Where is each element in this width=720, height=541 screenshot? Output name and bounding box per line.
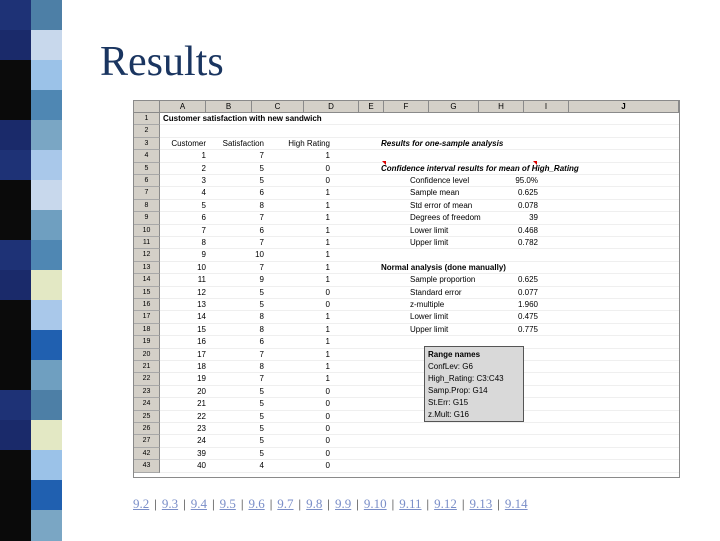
data-customer[interactable]: 22 bbox=[197, 411, 206, 421]
data-high-rating[interactable]: 1 bbox=[325, 374, 330, 384]
strip-block bbox=[31, 300, 62, 331]
data-high-rating[interactable]: 1 bbox=[325, 250, 330, 260]
range-name-item: ConfLev: G6 bbox=[428, 362, 473, 371]
column-header-b[interactable]: B bbox=[206, 101, 252, 113]
data-high-rating[interactable]: 1 bbox=[325, 349, 330, 359]
data-satisfaction[interactable]: 8 bbox=[259, 200, 264, 210]
data-customer[interactable]: 15 bbox=[197, 324, 206, 334]
column-header-e[interactable]: E bbox=[359, 101, 384, 113]
data-satisfaction[interactable]: 6 bbox=[259, 188, 264, 198]
data-satisfaction[interactable]: 5 bbox=[259, 163, 264, 173]
data-high-rating[interactable]: 1 bbox=[325, 362, 330, 371]
data-satisfaction[interactable]: 7 bbox=[259, 262, 264, 272]
normal-label[interactable]: z-multiple bbox=[410, 300, 445, 309]
row-header[interactable]: 16 bbox=[134, 299, 160, 311]
strip-block bbox=[0, 0, 31, 31]
strip-block bbox=[31, 270, 62, 301]
normal-value[interactable]: 1.960 bbox=[517, 300, 538, 309]
strip-block bbox=[31, 60, 62, 91]
strip-block bbox=[31, 0, 62, 31]
slide-title: Results bbox=[100, 39, 224, 85]
footer-link[interactable]: 9.2 bbox=[133, 496, 150, 511]
data-high-rating[interactable]: 0 bbox=[325, 300, 330, 309]
data-customer[interactable]: 3 bbox=[201, 176, 206, 185]
strip-block bbox=[0, 510, 31, 541]
data-satisfaction[interactable]: 5 bbox=[259, 411, 264, 421]
footer-separator: | bbox=[327, 496, 331, 511]
data-customer[interactable]: 10 bbox=[197, 262, 206, 272]
data-customer[interactable]: 11 bbox=[197, 275, 206, 285]
column-header-a[interactable]: A bbox=[160, 101, 206, 113]
data-high-rating[interactable]: 0 bbox=[325, 424, 330, 433]
data-satisfaction[interactable]: 7 bbox=[259, 374, 264, 384]
data-high-rating[interactable]: 0 bbox=[325, 436, 330, 446]
data-high-rating[interactable]: 0 bbox=[325, 163, 330, 173]
row-header[interactable]: 27 bbox=[134, 435, 160, 447]
normal-label[interactable]: Standard error bbox=[410, 287, 462, 297]
data-customer[interactable]: 9 bbox=[201, 250, 206, 260]
data-high-rating[interactable]: 1 bbox=[325, 200, 330, 210]
strip-block bbox=[0, 180, 31, 211]
data-customer[interactable]: 13 bbox=[197, 300, 206, 309]
data-high-rating[interactable]: 1 bbox=[325, 262, 330, 272]
row-header[interactable]: 10 bbox=[134, 225, 160, 237]
data-customer[interactable]: 19 bbox=[197, 374, 206, 384]
normal-value[interactable]: 0.625 bbox=[517, 275, 538, 285]
strip-block bbox=[31, 360, 62, 391]
data-high-rating[interactable]: 0 bbox=[325, 448, 330, 458]
data-customer[interactable]: 20 bbox=[197, 386, 206, 396]
data-high-rating[interactable]: 1 bbox=[325, 188, 330, 198]
ci-value[interactable]: 0.782 bbox=[517, 238, 538, 247]
data-satisfaction[interactable]: 6 bbox=[259, 337, 264, 347]
footer-separator: | bbox=[426, 496, 430, 511]
strip-block bbox=[0, 450, 31, 481]
data-high-rating[interactable]: 1 bbox=[325, 312, 330, 322]
ci-label[interactable]: Confidence level bbox=[410, 176, 470, 185]
data-high-rating[interactable]: 0 bbox=[325, 411, 330, 421]
footer-separator: | bbox=[298, 496, 302, 511]
row-header[interactable]: 43 bbox=[134, 460, 160, 472]
column-header-i[interactable]: I bbox=[524, 101, 569, 113]
data-high-rating[interactable]: 1 bbox=[325, 324, 330, 334]
data-satisfaction[interactable]: 7 bbox=[259, 213, 264, 223]
normal-value[interactable]: 0.775 bbox=[517, 324, 538, 334]
decorative-block-strip bbox=[0, 0, 62, 540]
row-header[interactable]: 19 bbox=[134, 336, 160, 348]
data-satisfaction[interactable]: 5 bbox=[259, 436, 264, 446]
data-customer[interactable]: 21 bbox=[197, 399, 206, 409]
data-high-rating[interactable]: 1 bbox=[325, 225, 330, 235]
footer-separator: | bbox=[461, 496, 465, 511]
data-satisfaction[interactable]: 8 bbox=[259, 312, 264, 322]
row-header[interactable]: 5 bbox=[134, 163, 160, 175]
row-header[interactable]: 13 bbox=[134, 262, 160, 274]
column-header-d[interactable]: D bbox=[304, 101, 359, 113]
ci-label[interactable]: Lower limit bbox=[410, 225, 449, 235]
data-customer[interactable]: 12 bbox=[197, 287, 206, 297]
footer-separator: | bbox=[497, 496, 500, 511]
ci-value[interactable]: 0.625 bbox=[517, 188, 538, 198]
normal-label[interactable]: Sample proportion bbox=[410, 275, 476, 285]
footer-separator: | bbox=[269, 496, 273, 511]
footer-link[interactable]: 9.5 bbox=[219, 496, 236, 511]
data-high-rating[interactable]: 1 bbox=[325, 213, 330, 223]
footer-separator: | bbox=[154, 496, 157, 511]
strip-block bbox=[31, 210, 62, 241]
strip-block bbox=[0, 360, 31, 391]
row-header[interactable]: 2 bbox=[134, 125, 160, 137]
ci-label[interactable]: Std error of mean bbox=[410, 200, 473, 210]
results-title[interactable]: Results for one-sample analysis bbox=[381, 138, 504, 148]
data-satisfaction[interactable]: 10 bbox=[255, 250, 264, 260]
footer-link[interactable]: 9.13 bbox=[469, 496, 493, 511]
row-header[interactable]: 15 bbox=[134, 287, 160, 299]
comment-marker bbox=[533, 161, 537, 165]
comment-marker bbox=[382, 161, 386, 165]
row-header[interactable]: 26 bbox=[134, 423, 160, 435]
row-header[interactable]: 42 bbox=[134, 448, 160, 460]
data-satisfaction[interactable]: 4 bbox=[259, 461, 264, 471]
range-name-item: z.Mult: G16 bbox=[428, 410, 469, 419]
range-name-item: High_Rating: C3:C43 bbox=[428, 374, 504, 383]
data-customer[interactable]: 2 bbox=[201, 163, 206, 173]
row-header[interactable]: 8 bbox=[134, 200, 160, 212]
row-header[interactable]: 4 bbox=[134, 150, 160, 162]
strip-block bbox=[31, 480, 62, 511]
data-satisfaction[interactable]: 5 bbox=[259, 176, 264, 185]
row-header[interactable]: 12 bbox=[134, 249, 160, 261]
footer-link[interactable]: 9.7 bbox=[277, 496, 294, 511]
footer-link[interactable]: 9.10 bbox=[363, 496, 387, 511]
normal-label[interactable]: Upper limit bbox=[410, 324, 449, 334]
data-customer[interactable]: 23 bbox=[197, 424, 206, 433]
data-satisfaction[interactable]: 5 bbox=[259, 448, 264, 458]
strip-block bbox=[31, 420, 62, 451]
header-high-rating[interactable]: High Rating bbox=[288, 138, 330, 148]
range-name-item: St.Err: G15 bbox=[428, 398, 469, 407]
data-customer[interactable]: 6 bbox=[201, 213, 206, 223]
column-header-c[interactable]: C bbox=[252, 101, 304, 113]
strip-block bbox=[31, 120, 62, 151]
strip-block bbox=[0, 240, 31, 271]
footer-link[interactable]: 9.12 bbox=[434, 496, 457, 511]
strip-block bbox=[0, 60, 31, 91]
data-satisfaction[interactable]: 5 bbox=[259, 399, 264, 409]
column-header-h[interactable]: H bbox=[479, 101, 524, 113]
header-customer[interactable]: Customer bbox=[171, 138, 206, 148]
row-header[interactable]: 23 bbox=[134, 386, 160, 398]
strip-block bbox=[31, 510, 62, 541]
data-customer[interactable]: 1 bbox=[201, 151, 206, 161]
row-header[interactable]: 1 bbox=[134, 113, 160, 125]
strip-block bbox=[0, 210, 31, 241]
strip-block bbox=[0, 90, 31, 121]
footer-link[interactable]: 9.3 bbox=[161, 496, 179, 511]
footer-link[interactable]: 9.14 bbox=[504, 496, 528, 511]
strip-block bbox=[31, 390, 62, 421]
strip-block bbox=[31, 90, 62, 121]
strip-block bbox=[31, 150, 62, 181]
data-customer[interactable]: 39 bbox=[197, 448, 206, 458]
data-satisfaction[interactable]: 7 bbox=[259, 349, 264, 359]
strip-block bbox=[0, 270, 31, 301]
data-customer[interactable]: 40 bbox=[197, 461, 206, 471]
footer-link[interactable]: 9.11 bbox=[399, 496, 422, 511]
strip-block bbox=[31, 180, 62, 211]
data-customer[interactable]: 14 bbox=[197, 312, 206, 322]
data-customer[interactable]: 16 bbox=[197, 337, 206, 347]
row-header[interactable]: 20 bbox=[134, 349, 160, 361]
normal-value[interactable]: 0.077 bbox=[517, 287, 538, 297]
normal-value[interactable]: 0.475 bbox=[517, 312, 538, 322]
footer-separator: | bbox=[183, 496, 186, 511]
footer-link[interactable]: 9.8 bbox=[306, 496, 323, 511]
data-satisfaction[interactable]: 5 bbox=[259, 287, 264, 297]
row-header[interactable]: 3 bbox=[134, 138, 160, 150]
row-header[interactable]: 6 bbox=[134, 175, 160, 187]
row-header[interactable]: 24 bbox=[134, 398, 160, 410]
corner-header bbox=[134, 101, 160, 113]
normal-label[interactable]: Lower limit bbox=[410, 312, 449, 322]
strip-block bbox=[31, 240, 62, 271]
footer-nav bbox=[133, 496, 528, 512]
ci-label[interactable]: Degrees of freedom bbox=[410, 213, 481, 223]
data-customer[interactable]: 17 bbox=[197, 349, 206, 359]
data-satisfaction[interactable]: 7 bbox=[259, 238, 264, 247]
row-header[interactable]: 14 bbox=[134, 274, 160, 286]
strip-block bbox=[31, 30, 62, 61]
data-customer[interactable]: 8 bbox=[201, 238, 206, 247]
data-high-rating[interactable]: 1 bbox=[325, 337, 330, 347]
data-satisfaction[interactable]: 8 bbox=[259, 362, 264, 371]
data-customer[interactable]: 24 bbox=[197, 436, 206, 446]
row-header[interactable]: 22 bbox=[134, 373, 160, 385]
strip-block bbox=[0, 150, 31, 181]
data-customer[interactable]: 7 bbox=[201, 225, 206, 235]
strip-block bbox=[0, 390, 31, 421]
data-satisfaction[interactable]: 5 bbox=[259, 300, 264, 309]
ci-title[interactable]: Confidence interval results for mean of High_Rating bbox=[381, 163, 579, 173]
data-high-rating[interactable]: 1 bbox=[325, 151, 330, 161]
data-high-rating[interactable]: 0 bbox=[325, 461, 330, 471]
data-high-rating[interactable]: 1 bbox=[325, 238, 330, 247]
data-high-rating[interactable]: 0 bbox=[325, 287, 330, 297]
footer-separator: | bbox=[356, 496, 359, 511]
ci-label[interactable]: Upper limit bbox=[410, 238, 449, 247]
row-header[interactable]: 25 bbox=[134, 411, 160, 423]
footer-separator: | bbox=[391, 496, 395, 511]
ci-value[interactable]: 0.078 bbox=[517, 200, 538, 210]
data-high-rating[interactable]: 0 bbox=[325, 386, 330, 396]
strip-block bbox=[0, 120, 31, 151]
data-satisfaction[interactable]: 5 bbox=[259, 424, 264, 433]
strip-block bbox=[0, 300, 31, 331]
data-high-rating[interactable]: 0 bbox=[325, 399, 330, 409]
data-satisfaction[interactable]: 9 bbox=[259, 275, 264, 285]
data-customer[interactable]: 4 bbox=[201, 188, 206, 198]
data-satisfaction[interactable]: 6 bbox=[259, 225, 264, 235]
data-customer[interactable]: 18 bbox=[197, 362, 206, 371]
footer-link[interactable]: 9.4 bbox=[190, 496, 207, 511]
column-header-f[interactable]: F bbox=[384, 101, 429, 113]
normal-title[interactable]: Normal analysis (done manually) bbox=[381, 262, 506, 272]
strip-block bbox=[0, 30, 31, 61]
data-satisfaction[interactable]: 8 bbox=[259, 324, 264, 334]
row-header[interactable]: 18 bbox=[134, 324, 160, 336]
row-header[interactable]: 7 bbox=[134, 187, 160, 199]
strip-block bbox=[31, 330, 62, 361]
data-satisfaction[interactable]: 7 bbox=[259, 151, 264, 161]
ci-label[interactable]: Sample mean bbox=[410, 188, 460, 198]
strip-block bbox=[0, 480, 31, 511]
row-header[interactable]: 9 bbox=[134, 212, 160, 224]
footer-separator: | bbox=[211, 496, 215, 511]
footer-link[interactable]: 9.6 bbox=[248, 496, 265, 511]
column-header-j[interactable]: J bbox=[569, 101, 679, 113]
ci-value[interactable]: 0.468 bbox=[517, 225, 538, 235]
ci-value[interactable]: 39 bbox=[529, 213, 538, 223]
data-satisfaction[interactable]: 5 bbox=[259, 386, 264, 396]
row-header[interactable]: 21 bbox=[134, 361, 160, 373]
row-header[interactable]: 11 bbox=[134, 237, 160, 249]
footer-separator: | bbox=[240, 496, 244, 511]
data-high-rating[interactable]: 0 bbox=[325, 176, 330, 185]
range-names-title: Range names bbox=[428, 350, 481, 359]
spreadsheet bbox=[133, 100, 680, 478]
header-satisfaction[interactable]: Satisfaction bbox=[222, 138, 264, 148]
footer-link[interactable]: 9.9 bbox=[335, 496, 352, 511]
strip-block bbox=[0, 420, 31, 451]
range-name-item: Samp.Prop: G14 bbox=[428, 386, 488, 395]
row-header[interactable]: 17 bbox=[134, 311, 160, 323]
range-names-box bbox=[424, 346, 524, 422]
column-header-g[interactable]: G bbox=[429, 101, 479, 113]
ci-value[interactable]: 95.0% bbox=[515, 176, 538, 185]
strip-block bbox=[31, 450, 62, 481]
data-high-rating[interactable]: 1 bbox=[325, 275, 330, 285]
data-customer[interactable]: 5 bbox=[201, 200, 206, 210]
strip-block bbox=[0, 330, 31, 361]
sheet-title[interactable]: Customer satisfaction with new sandwich bbox=[163, 114, 322, 123]
